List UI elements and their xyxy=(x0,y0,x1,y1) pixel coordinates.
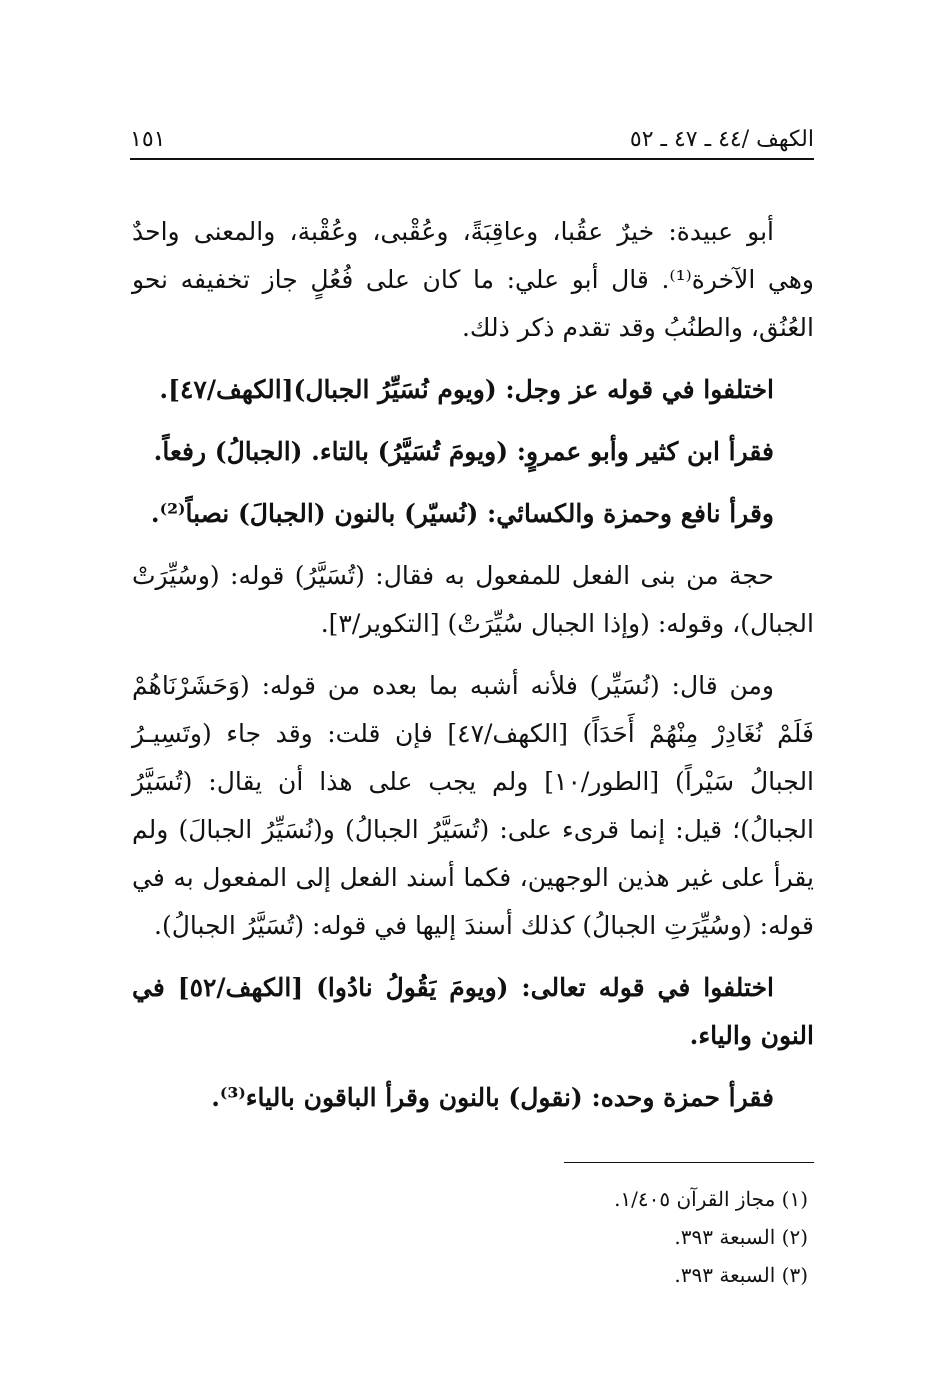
main-text xyxy=(132,208,814,1136)
paragraph-7: اختلفوا في قوله تعالى: (ويومَ يَقُولُ نادُوا) [الكهف/٥٢] في النون والياء. xyxy=(132,973,814,1050)
paragraph-1: أبو عبيدة: خيرٌ عقُبا، وعاقِبَةً، وعُقْبى، وعُقْبة، والمعنى واحدٌ وهي الآخرة⁽¹⁾. قال أبو علي: ما كان على فُعُلٍ جاز تخفيفه نحو العُنُق، والطنُبُ وقد تقدم ذكر ذلك. xyxy=(132,217,814,342)
running-title: الكهف /٤٤ ـ ٤٧ ـ ٥٢ xyxy=(629,127,814,152)
paragraph-3: فقرأ ابن كثير وأبو عمروٍ: (ويومَ تُسَيَّرُ) بالتاء. (الجبالُ) رفعاً. xyxy=(153,437,774,466)
page-number: ١٥١ xyxy=(130,127,166,152)
footnotes xyxy=(414,1180,814,1294)
paragraph-2: اختلفوا في قوله عز وجل: (ويوم نُسَيِّرُ الجبال)[الكهف/٤٧]. xyxy=(159,375,774,404)
paragraph-6: ومن قال: (نُسَيِّر) فلأنه أشبه بما بعده من قوله: (وَحَشَرْنَاهُمْ فَلَمْ نُغَادِرْ مِنْهُمْ أَحَدَاً) [الكهف/٤٧] فإن قلت: وقد جاء (وتَسِيـرُ الجبالُ سَيْراً) [الطور/١٠] ولم يجب على هذا أن يقال: (تُسَيَّرُ الجبالُ)؛ قيل: إنما قرىء على: (تُسَيَّرُ الجبالُ) و(نُسَيِّرُ الجبالَ) ولم يقرأ على غير هذين الوجهين، فكما أسند الفعل إلى المفعول به في قوله: (وسُيِّرَتِ الجبالُ) كذلك أسندَ إليها في قوله: (تُسَيَّرُ الجبالُ). xyxy=(132,671,815,940)
footnote-1: (١) مجاز القرآن ١/٤٠٥. xyxy=(614,1187,808,1211)
running-head xyxy=(130,108,814,152)
paragraph-8: فقرأ حمزة وحده: (نقول) بالنون وقرأ الباقون بالياء⁽³⁾. xyxy=(211,1083,774,1112)
footnote-2: (٢) السبعة ٣٩٣. xyxy=(674,1225,808,1249)
header-rule xyxy=(130,158,814,160)
paragraph-5: حجة من بنى الفعل للمفعول به فقال: (تُسَيَّرُ) قوله: (وسُيِّرَتْ الجبال)، وقوله: (وإذا الجبال سُيِّرَتْ) [التكوير/٣]. xyxy=(132,561,814,638)
footnote-3: (٣) السبعة ٣٩٣. xyxy=(674,1263,808,1287)
footnote-rule xyxy=(564,1162,814,1163)
paragraph-4: وقرأ نافع وحمزة والكسائي: (نُسيّر) بالنون (الجبالَ) نصباً⁽²⁾. xyxy=(150,499,774,528)
